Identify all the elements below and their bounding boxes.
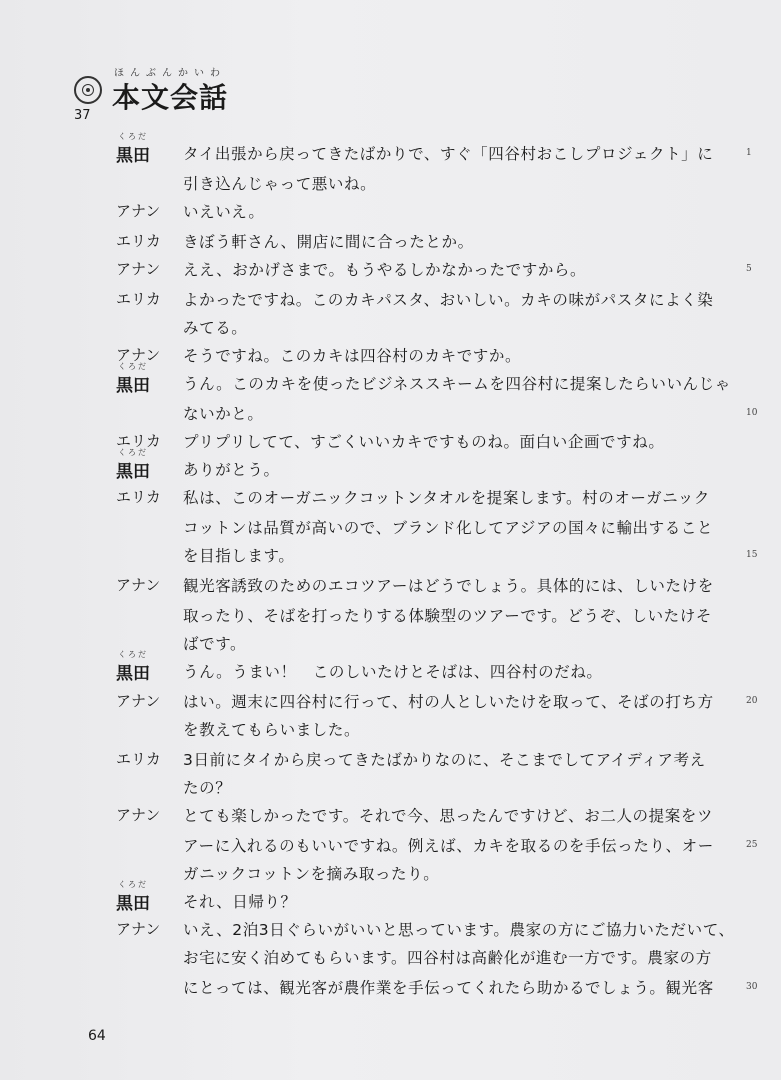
speaker-furigana: くろだ [118, 132, 148, 141]
line-number: 25 [746, 840, 758, 850]
dialogue-line: うん。うまい！ このしいたけとそばは、四谷村のだね。 [183, 663, 603, 681]
dialogue-line: うん。このカキを使ったビジネススキームを四谷村に提案したらいいんじゃ [183, 375, 731, 393]
page-number: 64 [88, 1028, 106, 1044]
speaker-name: 黒田 [116, 462, 150, 482]
dialogue-line: を目指します。 [183, 547, 295, 565]
speaker-furigana: くろだ [118, 362, 148, 371]
line-number: 10 [746, 408, 758, 418]
speaker-furigana: くろだ [118, 448, 148, 457]
speaker-name: アナン [116, 346, 161, 364]
page-title: 本文会話 [112, 81, 229, 114]
cd-icon[interactable] [74, 76, 102, 104]
speaker-name: アナン [116, 692, 161, 710]
dialogue-line: きぼう軒さん、開店に間に合ったとか。 [183, 233, 474, 251]
dialogue-line: ええ、おかげさまで。もうやるしかなかったですから。 [183, 261, 587, 279]
dialogue-line: にとっては、観光客が農作業を手伝ってくれたら助かるでしょう。観光客 [183, 979, 714, 997]
speaker-name: アナン [116, 920, 161, 938]
dialogue-line: ガニックコットンを摘み取ったり。 [183, 865, 440, 883]
speaker-name: 黒田 [116, 664, 150, 684]
speaker-name: エリカ [116, 750, 161, 768]
dialogue-line: いえいえ。 [183, 203, 265, 221]
line-number: 5 [746, 264, 752, 274]
speaker-furigana: くろだ [118, 650, 148, 659]
dialogue-line: 取ったり、そばを打ったりする体験型のツアーです。どうぞ、しいたけそ [183, 607, 712, 625]
dialogue-line: コットンは品質が高いので、ブランド化してアジアの国々に輸出すること [183, 519, 714, 537]
dialogue-line: 引き込んじゃって悪いね。 [183, 175, 377, 193]
dialogue-line: 観光客誘致のためのエコツアーはどうでしょう。具体的には、しいたけを [183, 577, 714, 595]
dialogue-line: よかったですね。このカキパスタ、おいしい。カキの味がパスタによく染 [183, 291, 714, 309]
dialogue-line: アーに入れるのもいいですね。例えば、カキを取るのを手伝ったり、オー [183, 837, 714, 855]
dialogue-line: はい。週末に四谷村に行って、村の人としいたけを取って、そばの打ち方 [183, 693, 714, 711]
dialogue-line: そうですね。このカキは四谷村のカキですか。 [183, 347, 522, 365]
dialogue-line: プリプリしてて、すごくいいカキですものね。面白い企画ですね。 [183, 433, 665, 451]
speaker-name: アナン [116, 806, 161, 824]
speaker-name: エリカ [116, 232, 161, 250]
speaker-name: 黒田 [116, 146, 150, 166]
dialogue-line: とても楽しかったです。それで今、思ったんですけど、お二人の提案をツ [183, 807, 714, 825]
dialogue-line: ないかと。 [183, 405, 264, 423]
line-number: 20 [746, 696, 758, 706]
line-number: 30 [746, 982, 758, 992]
track-number: 37 [74, 108, 91, 123]
title-furigana: ほんぶんかいわ [114, 68, 226, 79]
speaker-name: アナン [116, 576, 161, 594]
section-header [74, 64, 374, 124]
dialogue-line: を教えてもらいました。 [183, 721, 361, 739]
line-number: 15 [746, 550, 758, 560]
dialogue-line: 3日前にタイから戻ってきたばかりなのに、そこまでしてアイディア考え [183, 751, 706, 769]
speaker-name: エリカ [116, 488, 161, 506]
dialogue-line: いえ、2泊3日ぐらいがいいと思っています。農家の方にご協力いただいて、 [183, 921, 735, 939]
speaker-name: エリカ [116, 290, 161, 308]
speaker-name: アナン [116, 202, 161, 220]
dialogue-line: たの？ [183, 779, 232, 797]
dialogue-line: みてる。 [183, 319, 248, 337]
speaker-name: アナン [116, 260, 161, 278]
dialogue-line: 私は、このオーガニックコットンタオルを提案します。村のオーガニック [183, 489, 710, 507]
dialogue-line: お宅に安く泊めてもらいます。四谷村は高齢化が進む一方です。農家の方 [183, 949, 712, 967]
dialogue-line: ありがとう。 [183, 461, 280, 479]
dialogue-line: ばです。 [183, 635, 247, 653]
dialogue-line: タイ出張から戻ってきたばかりで、すぐ「四谷村おこしプロジェクト」に [183, 145, 714, 163]
dialogue-line: それ、日帰り？ [183, 893, 297, 911]
speaker-name: 黒田 [116, 894, 150, 914]
speaker-name: 黒田 [116, 376, 150, 396]
speaker-name: エリカ [116, 432, 161, 450]
line-number: 1 [746, 148, 752, 158]
speaker-furigana: くろだ [118, 880, 148, 889]
